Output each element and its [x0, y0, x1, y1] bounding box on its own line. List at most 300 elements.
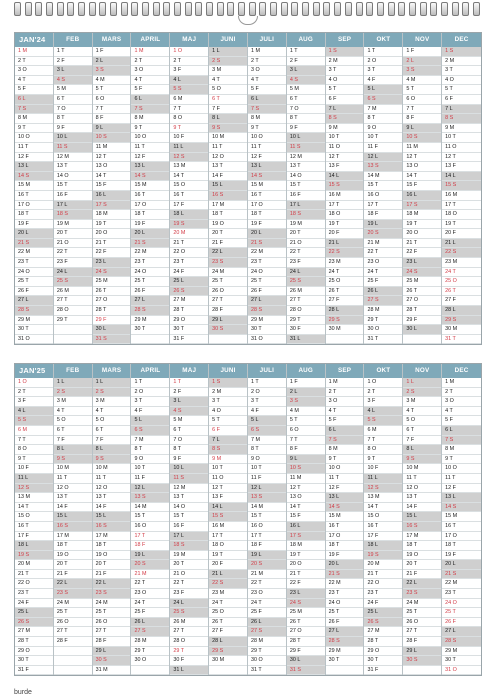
day-cell: 10 O — [326, 464, 364, 474]
day-cell: 25 L — [170, 277, 208, 287]
day-cell: 18 T — [403, 541, 441, 551]
day-cell: 16 S — [93, 522, 131, 532]
day-cell: 22 F — [93, 248, 131, 258]
day-cell: 8 L — [403, 445, 441, 455]
ring-icon — [388, 2, 395, 16]
day-cell: 23 T — [131, 258, 169, 268]
day-cell: 24 L — [54, 268, 92, 278]
day-cell: 11 O — [326, 143, 364, 153]
day-cell: 27 L — [326, 627, 364, 637]
day-cell: 1 T — [364, 47, 402, 57]
day-cell: 12 T — [287, 484, 325, 494]
day-cell: 15 M — [442, 512, 481, 522]
ring-icon — [366, 2, 373, 16]
day-cell: 6 L — [442, 426, 481, 436]
day-cell: 27 F — [209, 627, 247, 637]
day-cell: 20 T — [403, 560, 441, 570]
day-cell: 29 O — [15, 647, 53, 657]
day-cell: 4 O — [442, 76, 481, 86]
day-cell: 18 T — [15, 210, 53, 220]
day-cell: 24 S — [93, 268, 131, 278]
day-cell: 8 O — [170, 114, 208, 124]
ring-icon — [249, 2, 256, 16]
day-cell: 25 T — [15, 277, 53, 287]
day-cell: 10 L — [170, 464, 208, 474]
day-cell: 15 O — [364, 512, 402, 522]
day-cell: 28 M — [131, 637, 169, 647]
day-cell: 11 F — [364, 143, 402, 153]
day-cell: 5 O — [93, 416, 131, 426]
day-cell: 11 T — [442, 474, 481, 484]
day-cell: 31 S — [93, 335, 131, 345]
day-cell: 29 F — [403, 316, 441, 326]
day-cell: 27 L — [248, 296, 286, 306]
day-cell: 3 T — [131, 397, 169, 407]
day-cell: 18 T — [54, 541, 92, 551]
ring-icon — [99, 2, 106, 16]
day-cell: 19 M — [54, 220, 92, 230]
hanging-hole — [238, 16, 258, 25]
ring-icon — [259, 2, 266, 16]
month-column — [287, 33, 326, 344]
day-cell: 27 T — [209, 296, 247, 306]
day-cell: 12 T — [93, 153, 131, 163]
day-cell: 28 T — [15, 637, 53, 647]
day-cell: 20 S — [131, 560, 169, 570]
ring-icon — [25, 2, 32, 16]
day-cell: 20 T — [93, 560, 131, 570]
day-cell: 7 F — [209, 105, 247, 115]
day-cell: 17 S — [403, 201, 441, 211]
day-cell: 7 S — [248, 105, 286, 115]
day-cell: 9 L — [403, 124, 441, 134]
day-cell: 12 F — [15, 153, 53, 163]
day-cell: 23 T — [15, 589, 53, 599]
day-cell: 5 O — [209, 85, 247, 95]
day-cell: 5 F — [326, 416, 364, 426]
day-cell: 28 S — [15, 306, 53, 316]
day-cell: 14 M — [131, 503, 169, 513]
day-cell: 12 S — [15, 484, 53, 494]
day-cell: 18 S — [54, 210, 92, 220]
day-cell: 5 S — [15, 416, 53, 426]
month-header: FEB — [54, 33, 92, 47]
day-cell: 18 L — [170, 210, 208, 220]
day-cell: 19 F — [442, 551, 481, 561]
day-cell: 29 M — [326, 647, 364, 657]
day-cell: 27 L — [131, 296, 169, 306]
day-cell: 27 M — [15, 627, 53, 637]
day-cell: 14 L — [209, 503, 247, 513]
day-cell: 29 S — [209, 647, 247, 657]
day-cell: 2 T — [248, 57, 286, 67]
day-cell: 27 O — [287, 627, 325, 637]
day-cell: 24 F — [364, 599, 402, 609]
day-cell: 9 T — [170, 124, 208, 134]
day-cell: 23 L — [403, 258, 441, 268]
day-cell: 16 L — [93, 191, 131, 201]
day-cell: 27 L — [442, 627, 481, 637]
day-cell: 6 O — [93, 95, 131, 105]
day-cell: 24 S — [403, 268, 441, 278]
day-cell: 10 T — [326, 133, 364, 143]
day-cell: 14 S — [442, 503, 481, 513]
day-cell: 31 F — [170, 335, 208, 345]
day-cell: 20 F — [209, 560, 247, 570]
day-cell: 13 M — [170, 162, 208, 172]
day-cell: 4 M — [93, 76, 131, 86]
day-cell: 12 O — [209, 153, 247, 163]
day-cell: 10 T — [131, 464, 169, 474]
day-cell: 28 T — [93, 306, 131, 316]
day-cell: 19 O — [403, 551, 441, 561]
day-cell: 10 S — [403, 133, 441, 143]
day-cell: 3 L — [54, 66, 92, 76]
day-cell: 26 M — [170, 618, 208, 628]
day-cell: 26 T — [209, 618, 247, 628]
day-cell: 30 T — [170, 325, 208, 335]
day-cell: 16 L — [403, 191, 441, 201]
month-column — [54, 364, 93, 675]
day-cell: 29 S — [326, 316, 364, 326]
day-cell: 20 F — [326, 229, 364, 239]
day-cell: 17 O — [131, 201, 169, 211]
empty-day-cell — [54, 647, 92, 657]
day-cell: 14 F — [54, 503, 92, 513]
day-cell: 21 O — [287, 239, 325, 249]
day-cell: 2 F — [170, 388, 208, 398]
day-cell: 25 O — [209, 608, 247, 618]
day-cell: 10 F — [15, 464, 53, 474]
day-cell: 5 T — [442, 85, 481, 95]
day-cell: 24 M — [403, 599, 441, 609]
day-cell: 27 O — [403, 296, 441, 306]
ring-icon — [195, 2, 202, 16]
day-cell: 28 T — [170, 306, 208, 316]
day-cell: 23 S — [403, 589, 441, 599]
day-cell: 5 S — [170, 85, 208, 95]
day-cell: 11 S — [170, 474, 208, 484]
day-cell: 12 L — [131, 484, 169, 494]
day-cell: 17 S — [93, 201, 131, 211]
day-cell: 15 S — [326, 181, 364, 191]
day-cell: 6 T — [93, 426, 131, 436]
day-cell: 11 T — [209, 143, 247, 153]
day-cell: 2 L — [287, 388, 325, 398]
day-cell: 15 T — [364, 181, 402, 191]
day-cell: 22 O — [364, 579, 402, 589]
day-cell: 5 M — [287, 85, 325, 95]
ring-icon — [35, 2, 42, 16]
day-cell: 26 O — [54, 618, 92, 628]
day-cell: 8 T — [131, 445, 169, 455]
day-cell: 8 M — [15, 114, 53, 124]
day-cell: 22 M — [248, 248, 286, 258]
day-cell: 7 O — [287, 105, 325, 115]
ring-icon — [78, 2, 85, 16]
day-cell: 9 M — [209, 455, 247, 465]
day-cell: 7 F — [54, 436, 92, 446]
month-header: SEP — [326, 364, 364, 378]
day-cell: 9 O — [364, 124, 402, 134]
day-cell: 17 T — [442, 201, 481, 211]
day-cell: 19 T — [442, 220, 481, 230]
ring-icon — [89, 2, 96, 16]
day-cell: 14 T — [403, 172, 441, 182]
day-cell: 6 F — [209, 426, 247, 436]
day-cell: 27 S — [131, 627, 169, 637]
day-cell: 6 S — [364, 95, 402, 105]
day-cell: 3 O — [442, 397, 481, 407]
day-cell: 22 T — [248, 579, 286, 589]
ring-icon — [281, 2, 288, 16]
day-cell: 8 O — [15, 445, 53, 455]
day-cell: 29 T — [131, 647, 169, 657]
day-cell: 30 O — [364, 325, 402, 335]
day-cell: 14 T — [15, 503, 53, 513]
month-header: SEP — [326, 33, 364, 47]
day-cell: 11 L — [15, 474, 53, 484]
ring-icon — [323, 2, 330, 16]
day-cell: 21 O — [54, 239, 92, 249]
day-cell: 28 L — [442, 306, 481, 316]
day-cell: 17 S — [287, 532, 325, 542]
day-cell: 19 M — [287, 220, 325, 230]
day-cell: 26 L — [131, 618, 169, 628]
day-cell: 15 O — [170, 181, 208, 191]
day-cell: 19 T — [287, 551, 325, 561]
day-cell: 28 S — [442, 637, 481, 647]
day-cell: 6 L — [15, 95, 53, 105]
day-cell: 10 L — [287, 133, 325, 143]
month-column — [170, 33, 209, 344]
day-cell: 20 F — [442, 229, 481, 239]
day-cell: 23 O — [248, 589, 286, 599]
day-cell: 27 T — [287, 296, 325, 306]
day-cell: 7 S — [326, 436, 364, 446]
day-cell: 3 M — [54, 397, 92, 407]
day-cell: 6 T — [54, 426, 92, 436]
day-cell: 16 F — [287, 191, 325, 201]
day-cell: 17 T — [248, 532, 286, 542]
day-cell: 19 L — [248, 551, 286, 561]
day-cell: 6 M — [15, 426, 53, 436]
day-cell: 13 S — [248, 493, 286, 503]
day-cell: 29 O — [364, 647, 402, 657]
day-cell: 21 M — [131, 570, 169, 580]
day-cell: 15 F — [93, 181, 131, 191]
day-cell: 6 T — [54, 95, 92, 105]
day-cell: 6 T — [403, 426, 441, 436]
day-cell: 24 L — [287, 268, 325, 278]
day-cell: 20 M — [364, 560, 402, 570]
day-cell: 8 L — [93, 445, 131, 455]
ring-icon — [142, 2, 149, 16]
day-cell: 9 M — [326, 124, 364, 134]
day-cell: 4 F — [131, 407, 169, 417]
empty-day-cell — [326, 335, 364, 345]
day-cell: 7 F — [403, 436, 441, 446]
day-cell: 11 O — [442, 143, 481, 153]
day-cell: 3 F — [364, 397, 402, 407]
day-cell: 15 O — [15, 512, 53, 522]
day-cell: 18 T — [442, 541, 481, 551]
day-cell: 16 L — [287, 522, 325, 532]
day-cell: 5 T — [209, 416, 247, 426]
day-cell: 16 S — [403, 522, 441, 532]
day-cell: 16 O — [364, 191, 402, 201]
day-cell: 27 T — [54, 296, 92, 306]
day-cell: 22 M — [15, 248, 53, 258]
day-cell: 16 T — [15, 191, 53, 201]
day-cell: 28 T — [403, 306, 441, 316]
day-cell: 7 T — [15, 436, 53, 446]
day-cell: 9 O — [248, 455, 286, 465]
day-cell: 27 O — [93, 296, 131, 306]
day-cell: 6 M — [364, 426, 402, 436]
day-cell: 7 S — [442, 436, 481, 446]
ring-icon — [217, 2, 224, 16]
day-cell: 8 T — [170, 445, 208, 455]
day-cell: 10 M — [54, 464, 92, 474]
day-cell: 12 S — [364, 484, 402, 494]
day-cell: 28 S — [326, 637, 364, 647]
day-cell: 5 F — [15, 85, 53, 95]
day-cell: 9 S — [93, 455, 131, 465]
day-cell: 20 O — [287, 560, 325, 570]
day-cell: 4 F — [364, 76, 402, 86]
day-cell: 22 S — [442, 248, 481, 258]
ring-icon — [131, 2, 138, 16]
day-cell: 14 F — [403, 503, 441, 513]
day-cell: 1 L — [93, 378, 131, 388]
day-cell: 29 T — [54, 316, 92, 326]
month-column — [93, 33, 132, 344]
month-column — [287, 364, 326, 675]
day-cell: 13 M — [364, 493, 402, 503]
empty-day-cell — [403, 666, 441, 676]
day-cell: 17 O — [15, 201, 53, 211]
day-cell: 25 T — [248, 277, 286, 287]
day-cell: 9 T — [131, 124, 169, 134]
day-cell: 8 M — [248, 114, 286, 124]
day-cell: 6 S — [131, 426, 169, 436]
month-column — [364, 364, 403, 675]
day-cell: 12 L — [248, 484, 286, 494]
ring-icon — [46, 2, 53, 16]
month-header: NOV — [403, 33, 441, 47]
day-cell: 1 O — [15, 378, 53, 388]
month-column — [442, 33, 481, 344]
day-cell: 4 L — [15, 407, 53, 417]
day-cell: 25 T — [209, 277, 247, 287]
day-cell: 18 S — [170, 541, 208, 551]
ring-icon — [302, 2, 309, 16]
day-cell: 16 O — [248, 522, 286, 532]
day-cell: 5 F — [442, 416, 481, 426]
day-cell: 1 T — [131, 378, 169, 388]
day-cell: 20 L — [326, 560, 364, 570]
day-cell: 25 M — [287, 608, 325, 618]
ring-icon — [409, 2, 416, 16]
day-cell: 25 L — [15, 608, 53, 618]
day-cell: 14 T — [170, 172, 208, 182]
day-cell: 31 L — [287, 335, 325, 345]
day-cell: 2 T — [131, 57, 169, 67]
day-cell: 16 T — [442, 522, 481, 532]
day-cell: 5 F — [131, 85, 169, 95]
day-cell: 29 T — [364, 316, 402, 326]
day-cell: 4 O — [326, 76, 364, 86]
day-cell: 24 S — [287, 599, 325, 609]
day-cell: 21 M — [364, 239, 402, 249]
day-cell: 10 T — [209, 464, 247, 474]
month-header: MAJ — [170, 364, 208, 378]
day-cell: 17 O — [248, 201, 286, 211]
day-cell: 12 L — [364, 153, 402, 163]
day-cell: 28 L — [209, 637, 247, 647]
day-cell: 18 T — [326, 541, 364, 551]
day-cell: 29 S — [442, 316, 481, 326]
day-cell: 14 O — [170, 503, 208, 513]
day-cell: 19 M — [170, 551, 208, 561]
day-cell: 15 F — [287, 512, 325, 522]
day-cell: 9 T — [248, 124, 286, 134]
day-cell: 19 F — [15, 220, 53, 230]
day-cell: 24 T — [131, 599, 169, 609]
day-cell: 20 M — [170, 229, 208, 239]
day-cell: 12 F — [248, 153, 286, 163]
day-cell: 13 F — [326, 162, 364, 172]
ring-icon — [313, 2, 320, 16]
day-cell: 31 T — [364, 335, 402, 345]
day-cell: 18 M — [403, 210, 441, 220]
day-cell: 12 F — [442, 484, 481, 494]
day-cell: 7 M — [248, 436, 286, 446]
day-cell: 9 F — [54, 124, 92, 134]
day-cell: 14 L — [326, 172, 364, 182]
day-cell: 9 S — [403, 455, 441, 465]
day-cell: 12 M — [170, 484, 208, 494]
day-cell: 11 L — [364, 474, 402, 484]
day-cell: 13 T — [170, 493, 208, 503]
day-cell: 5 M — [54, 85, 92, 95]
day-cell: 2 S — [403, 388, 441, 398]
day-cell: 29 L — [403, 647, 441, 657]
day-cell: 23 S — [209, 258, 247, 268]
ring-icon — [121, 2, 128, 16]
month-header: MARS — [93, 33, 131, 47]
day-cell: 23 T — [326, 589, 364, 599]
day-cell: 16 T — [15, 522, 53, 532]
day-cell: 2 T — [442, 388, 481, 398]
day-cell: 17 L — [54, 201, 92, 211]
day-cell: 17 M — [54, 532, 92, 542]
day-cell: 26 O — [209, 287, 247, 297]
day-cell: 13 T — [209, 162, 247, 172]
month-column — [209, 33, 248, 344]
day-cell: 26 F — [248, 287, 286, 297]
day-cell: 13 M — [15, 493, 53, 503]
day-cell: 16 T — [326, 522, 364, 532]
day-cell: 3 T — [248, 397, 286, 407]
month-header: NOV — [403, 364, 441, 378]
day-cell: 29 L — [93, 647, 131, 657]
day-cell: 29 M — [248, 316, 286, 326]
day-cell: 8 L — [54, 445, 92, 455]
day-cell: 17 T — [131, 532, 169, 542]
day-cell: 25 S — [287, 277, 325, 287]
